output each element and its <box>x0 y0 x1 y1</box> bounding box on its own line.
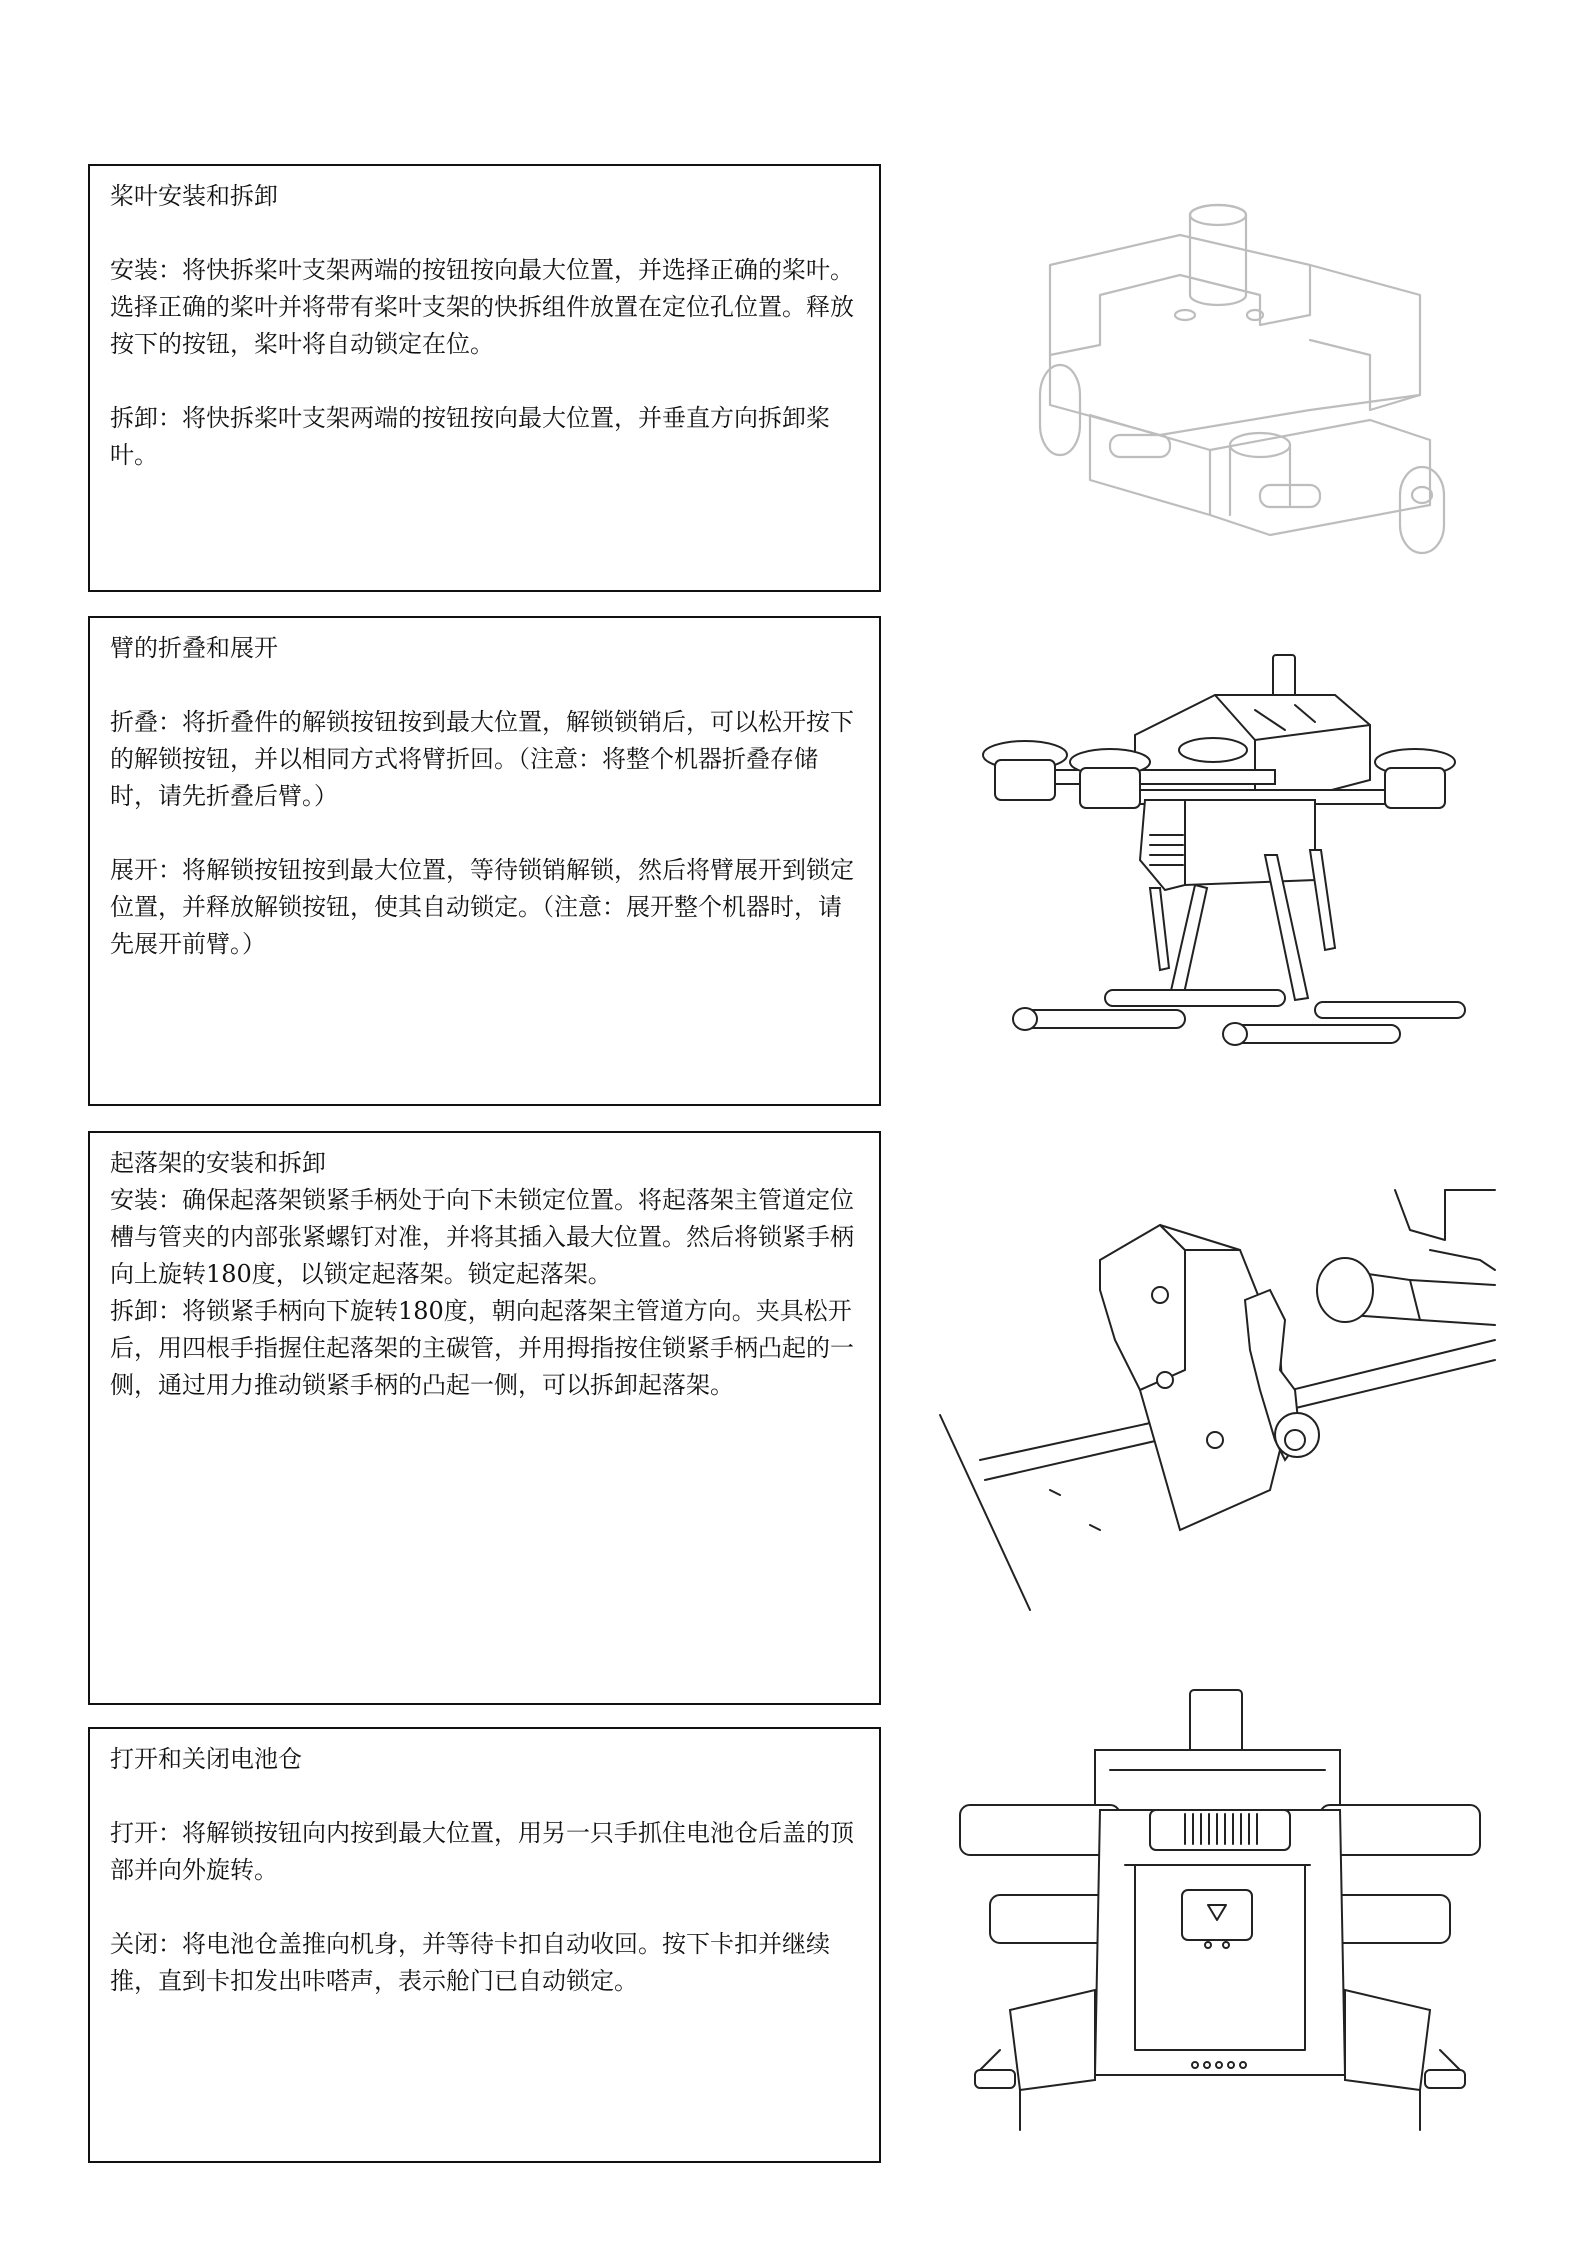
section-title: 起落架的安装和拆卸 <box>110 1149 326 1177</box>
unfold-paragraph: 展开：将解锁按钮按到最大位置，等待锁销解锁，然后将臂展开到锁定位置，并释放解锁按钮，使其自动锁定。（注意：展开整个机器时，请先展开前臂。） <box>110 856 854 958</box>
section-title: 臂的折叠和展开 <box>110 634 278 662</box>
remove-paragraph: 拆卸：将锁紧手柄向下旋转180度，朝向起落架主管道方向。夹具松开后，用四根手指握住起落架的主碳管，并用拇指按住锁紧手柄凸起的一侧，通过用力推动锁紧手柄的凸起一侧，可以拆卸起落架。 <box>110 1297 854 1399</box>
battery-compartment-illustration <box>960 1690 1480 2130</box>
propeller-section <box>88 164 881 592</box>
install-paragraph: 安装：将快拆桨叶支架两端的按钮按向最大位置，并选择正确的桨叶。选择正确的桨叶并将带有桨叶支架的快拆组件放置在定位孔位置。释放按下的按钮，桨叶将自动锁定在位。 <box>110 256 854 358</box>
arm-fold-section <box>88 616 881 1106</box>
section-title: 桨叶安装和拆卸 <box>110 182 278 210</box>
remove-paragraph: 拆卸：将快拆桨叶支架两端的按钮按向最大位置，并垂直方向拆卸桨叶。 <box>110 404 830 469</box>
propeller-mount-illustration <box>1010 195 1450 585</box>
close-paragraph: 关闭：将电池仓盖推向机身，并等待卡扣自动收回。按下卡扣并继续推，直到卡扣发出咔嗒声，表示舱门已自动锁定。 <box>110 1930 830 1995</box>
open-paragraph: 打开：将解锁按钮向内按到最大位置，用另一只手抓住电池仓后盖的顶部并向外旋转。 <box>110 1819 854 1884</box>
landing-gear-section <box>88 1131 881 1705</box>
battery-section <box>88 1727 881 2163</box>
fold-paragraph: 折叠：将折叠件的解锁按钮按到最大位置，解锁锁销后，可以松开按下的解锁按钮，并以相同方式将臂折回。（注意：将整个机器折叠存储时，请先折叠后臂。） <box>110 708 854 810</box>
drone-arm-illustration <box>955 650 1480 1070</box>
landing-gear-clamp-illustration <box>940 1190 1495 1605</box>
install-paragraph: 安装：确保起落架锁紧手柄处于向下未锁定位置。将起落架主管道定位槽与管夹的内部张紧螺钉对准，并将其插入最大位置。然后将锁紧手柄向上旋转180度，以锁定起落架。锁定起落架。 <box>110 1186 854 1288</box>
section-title: 打开和关闭电池仓 <box>110 1745 302 1773</box>
